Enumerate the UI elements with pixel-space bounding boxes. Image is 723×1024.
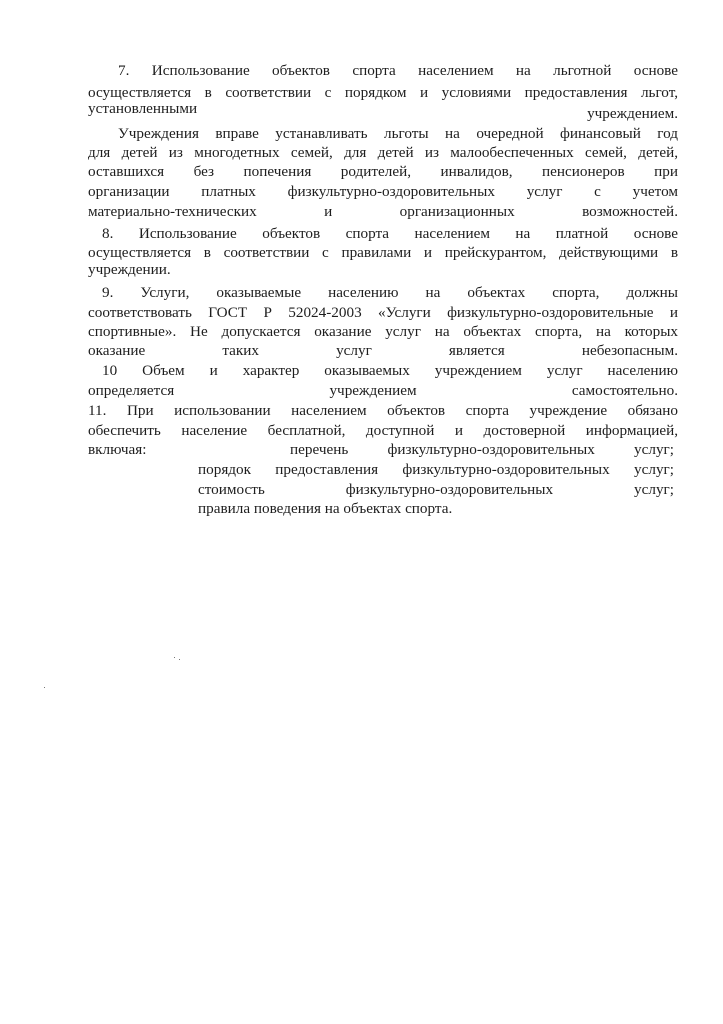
paragraph-line: осуществляется в соответствии с правилами и прейскурантом, действующими в (88, 244, 678, 261)
paragraph-line: обеспечить население бесплатной, доступной и достоверной информацией, (88, 422, 678, 439)
scan-speck (174, 657, 175, 658)
list-item: правила поведения на объектах спорта. (198, 500, 453, 517)
paragraph-line: установленными (88, 100, 198, 117)
paragraph-line: 10 Объем и характер оказываемых учреждением услуг населению (102, 362, 678, 379)
paragraph-line: соответствовать ГОСТ Р 52024-2003 «Услуги физкультурно-оздоровительные и (88, 304, 678, 321)
paragraph-line: определяется учреждением самостоятельно. (88, 382, 678, 399)
paragraph-line: 9. Услуги, оказываемые населению на объектах спорта, должны (102, 284, 678, 301)
paragraph-line: Учреждения вправе устанавливать льготы на очередной финансовый год (118, 125, 678, 142)
paragraph-line: включая: (88, 441, 147, 458)
scan-speck (44, 687, 45, 688)
list-item: порядок предоставления физкультурно-оздоровительных услуг; (198, 461, 674, 478)
paragraph-line: организации платных физкультурно-оздоровительных услуг с учетом (88, 183, 678, 200)
paragraph-line: 8. Использование объектов спорта населением на платной основе (102, 225, 678, 242)
scan-speck (179, 659, 180, 660)
paragraph-line: спортивные». Не допускается оказание услуг на объектах спорта, на которых (88, 323, 678, 340)
paragraph-line: 11. При использовании населением объектов спорта учреждение обязано (88, 402, 678, 419)
paragraph-line: учреждением. (587, 105, 678, 122)
paragraph-line: для детей из многодетных семей, для детей из малообеспеченных семей, детей, (88, 144, 678, 161)
list-item: стоимость физкультурно-оздоровительных услуг; (198, 481, 674, 498)
paragraph-line: 7. Использование объектов спорта населением на льготной основе (118, 62, 678, 79)
paragraph-line: материально-технических и организационных возможностей. (88, 203, 678, 220)
paragraph-line: оказание таких услуг является небезопасным. (88, 342, 678, 359)
paragraph-line: оставшихся без попечения родителей, инвалидов, пенсионеров при (88, 163, 678, 180)
paragraph-line: учреждении. (88, 261, 171, 278)
list-item: перечень физкультурно-оздоровительных услуг; (290, 441, 674, 458)
paragraph-line: осуществляется в соответствии с порядком и условиями предоставления льгот, (88, 84, 678, 101)
